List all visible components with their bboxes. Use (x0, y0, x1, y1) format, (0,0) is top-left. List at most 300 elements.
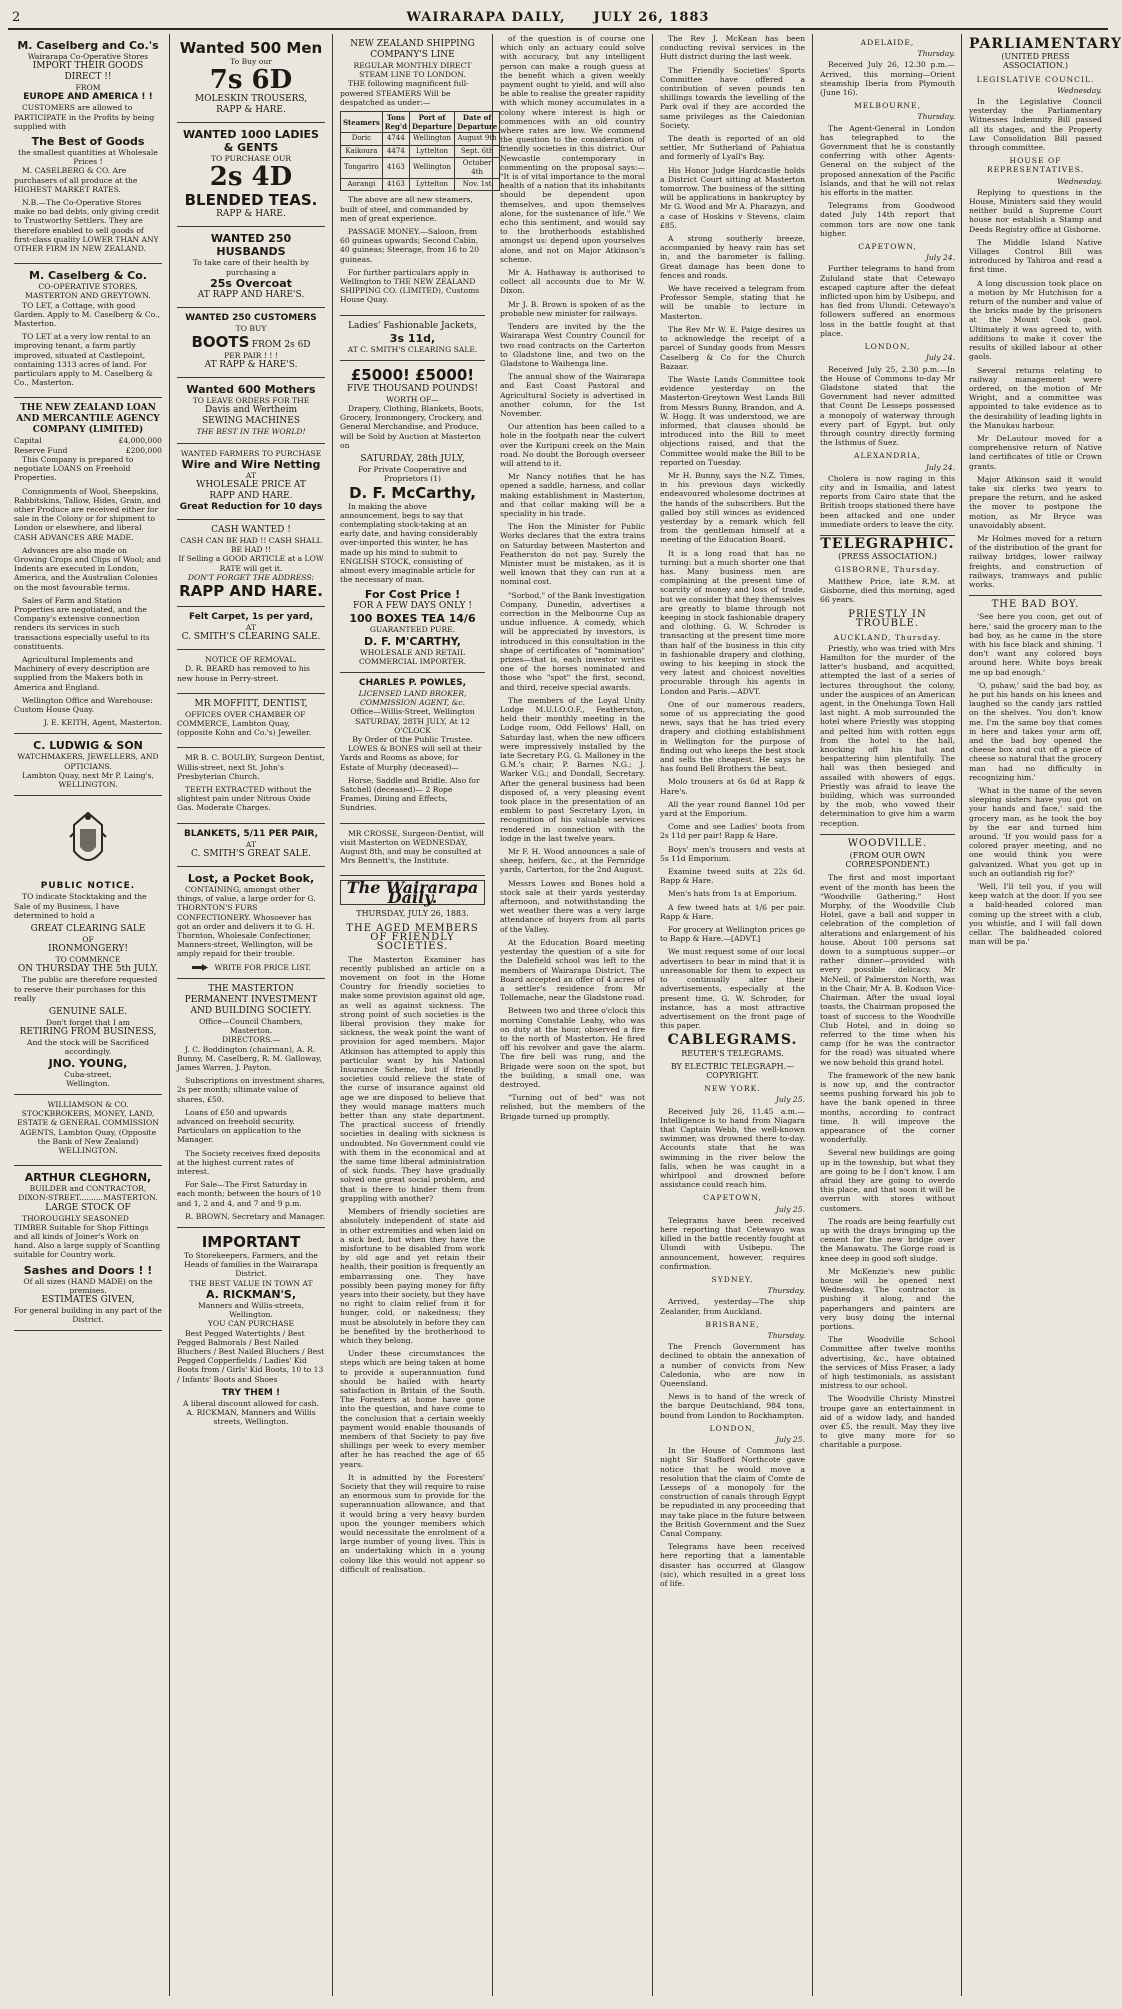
ad-line: Don't forget that I am (45, 1018, 130, 1028)
ad-title: WANTED FARMERS TO PURCHASE (180, 448, 322, 458)
ad-line: CO-OPERATIVE STORES, (38, 282, 138, 292)
newspaper-page (8, 6, 1122, 2002)
cable-item: Further telegrams to hand from Zululand state that Cetewayo escaped capture after the defeat inflicted upon him by Usibepu, and has fled from Ulundi. Cetewayo's followers suffered an enormous loss in the battle fought at that place. (820, 264, 955, 338)
table-cell: 4163 (382, 179, 409, 191)
ad-line: TO BUY (235, 323, 267, 333)
cable-item: Telegrams have been received here reporting that Cetewayo was killed in the battle recently fought at Ulundi with Usibepu. The announcement, however, requires confirmation. (660, 1215, 805, 1271)
ad-line: GREAT CLEARING SALE (30, 924, 146, 934)
column-rule (961, 34, 962, 1996)
article-paragraph: Under these circumstances the steps which are being taken at home to provide a superannuation fund should be hailed with hearty satisfaction in Britain of the South. The Foresters at home have gone into the question, and have come to the conclusion that a certain weekly payment would enable thousands of members of that Society to pay five shillings per week to every member after he has reached the age of 65 years. (340, 1349, 485, 1469)
ad-line: WHOLESALE PRICE AT (196, 480, 306, 491)
rickman-ad (177, 1228, 325, 1432)
ad-title: Lost, a Pocket Book, (187, 871, 315, 885)
ad-line: AT (245, 470, 257, 480)
powles-ad (340, 673, 485, 824)
ad-headline: Wire and Wire Netting (181, 457, 321, 471)
ad-title: WANTED 250 HUSBANDS (210, 232, 292, 259)
ad-title: WANTED 250 CUSTOMERS (185, 312, 317, 323)
ad-line: RAPP & HARE. (216, 105, 286, 116)
table-cell: Sept. 6th (455, 145, 500, 157)
ad-line: AT RAPP & HARE'S. (204, 360, 298, 371)
ad-headline: A. RICKMAN'S, (205, 1287, 297, 1301)
ad-text: Horse, Saddle and Bridle. Also for Satchell (deceased)— 2 Rope Frames, Dining and Effects, Sundries. (340, 775, 480, 813)
column-rule (812, 34, 813, 1996)
dateline-place: CAPETOWN, (858, 242, 917, 252)
article-paragraph: A long discussion took place on a motion by Mr Hutchison for a return of the number and value of the bricks made by the prisoners at the Mount Cook gaol. Ultimately it was agreed to, with additions to make it cover the results of skilled labour at other gaols. (969, 278, 1102, 362)
table-cell: Wellington (409, 157, 454, 178)
news-item: Molo trousers at 6s 6d at Rapp & Hare's. (660, 777, 805, 796)
dateline-date: Thursday. (917, 112, 955, 122)
ad-line: SEWING MACHINES (201, 416, 301, 427)
ad-line: ESTIMATES GIVEN, (41, 1295, 135, 1306)
table-cell: Doric (341, 133, 383, 145)
ad-line: CASH CAN BE HAD !! CASH SHALL BE HAD !! (180, 536, 322, 555)
dateline-place: LONDON, (709, 1423, 756, 1433)
ad-text: WILLIAMSON & CO. STOCKBROKERS, MONEY, LAND, ESTATE & GENERAL COMMISSION AGENTS, Lambton Quay, (Opposite the Bank of New Zealand) WELLINGTON. (17, 1100, 159, 1156)
section-title-cablegrams: CABLEGRAMS. (667, 1032, 798, 1049)
dateline-place: NEW YORK. (704, 1084, 761, 1094)
cable-item: The Agent-General in London has telegraphed to the Government that he is constantly conferring with other Agents-General on the subject of the proposed annexation of the Pacific Islands, and that he will not relax his efforts in the matter. (820, 123, 955, 198)
ad-title: NOTICE OF REMOVAL. (205, 655, 297, 665)
ad-title: THE NEW ZEALAND LOAN AND MERCANTILE AGENCY COMPANY (LIMITED) (16, 403, 160, 436)
news-item: Mr H. Bunny, says the N.Z. Times, in his previous days wickedly endeavoured wholesome doctrines at the hands of the subscribers. But the galled boy still winces as evidenced yesterday by a remark which fell from the gentleman himself at a meeting of the Education Board. (660, 470, 805, 545)
ad-line: THE BEST VALUE IN TOWN AT (189, 1278, 313, 1288)
auction-ad (340, 361, 485, 673)
news-item: His Honor Judge Hardcastle holds a District Court sitting at Masterton tomorrow. The business of the sitting will be applications in bankruptcy by Mr G. Wood and Mr A. Pharazyn, and a case of Hoskins v Stevens, claim £85. (660, 165, 805, 230)
ad-line: RETIRING FROM BUSINESS, (19, 1027, 157, 1038)
ad-title: MR MOFFITT, DENTIST, (194, 698, 308, 709)
column-3 (334, 34, 498, 1996)
news-item: Messrs Lowes and Bones hold a stock sale at their yards yesterday afternoon, and notwithstanding the wet weather there was a very large attendance of buyers from all parts of the Valley. (500, 878, 645, 934)
news-item: The Rev Mr W. E. Paige desires us to acknowledge the receipt of a parcel of Sunday goods from Messrs Caselberg & Co for the Church Bazaar. (660, 324, 805, 371)
section-subtitle: REUTER'S TELEGRAMS. (681, 1048, 784, 1058)
article-paragraph: The framework of the new bank is now up, and the contractor seems pushing forward his job to have the bank opened in three months, according to contract time. It will improve the appearance of the corner wonderfully. (820, 1070, 955, 1145)
ad-headline: The Best of Goods (31, 135, 145, 149)
ad-text: OFFICES OVER CHAMBER OF COMMERCE, Lambton Quay, (opposite Kohn and Co.'s) Jeweller. (177, 709, 312, 738)
ad-text: D. R. BEARD has removed to his new house in Perry-street. (177, 664, 310, 683)
ad-line: PER PAIR ! ! ! (224, 351, 278, 361)
ad-signature: A. RICKMAN, Manners and Willis streets, Wellington. (186, 1407, 316, 1427)
ad-line: Of all sizes (HAND MADE) on the premises. (23, 1276, 153, 1295)
ad-text: The above are all new steamers, built of steel, and commanded by men of great experience. (340, 195, 473, 223)
ad-price: 3s 11d, (389, 331, 436, 345)
news-item: At the Education Board meeting yesterday the question of a site for the Dalefield school was left to the members of Wairarapa District. The Board accepted an offer of 4 acres of a settler's residence from Mr Tollemache, near the Gladstone road. (500, 937, 645, 1003)
ad-text: In making the above announcement, begs to say that contemplating stock-taking at an early date, and having considerably over-imported this winter, he has made up his mind to submit to ENGLISH STOCK, consisting of almost every imaginable article for the necessary of man. (340, 501, 478, 585)
ad-headline: D. F. McCarthy, (349, 483, 476, 502)
cable-item: Telegrams have been received here reporting that a lamentable disaster has occurred at Glasgow (sic), which resulted in a great loss of life. (660, 1542, 805, 1589)
ad-line: FIVE THOUSAND POUNDS! (346, 383, 479, 394)
ad-line: Lambton Quay, next Mr P. Laing's, (22, 770, 154, 780)
section-title-parliamentary: PARLIAMENTARY (969, 36, 1122, 52)
news-item: For grocery at Wellington prices go to Rapp & Hare.—[ADVT.] (660, 925, 805, 944)
ad-title: Wanted 600 Mothers (186, 383, 316, 397)
ad-line: For general building in any part of the District. (14, 1306, 162, 1325)
ad-line: THE BEST IN THE WORLD! (196, 427, 306, 437)
ad-headline: RAPP AND HARE. (179, 582, 323, 601)
ad-title: THE MASTERTON PERMANENT INVESTMENT AND BUILDING SOCIETY. (184, 984, 318, 1017)
dateline-date: Thursday. (767, 1331, 805, 1340)
ad-line: If Selling a GOOD ARTICLE at a LOW RATE will get it. (178, 554, 324, 573)
dateline-place: LONDON, (864, 342, 911, 352)
news-item: Matthew Price, late R.M. at Gisborne, died this morning, aged 66 years. (820, 576, 955, 604)
ad-text: TEETH EXTRACTED without the slightest pain under Nitrous Oxide Gas. Moderate Charges. (177, 785, 312, 813)
column-4 (494, 34, 651, 1996)
ad-title: Ladies' Fashionable Jackets, (348, 320, 477, 331)
ad-line: IRONMONGERY! (48, 944, 128, 955)
ad-text: The Society receives fixed deposits at the highest current rates of interest. (177, 1148, 321, 1177)
ad-line: GUARANTEED PURE. (369, 625, 456, 635)
article-paragraph: 'Well, I'll tell you, if you will keep watch at the door. If you see a bald-headed colored man coming up the street with a club, you whistle, and I will fall down cellar. The baldheaded colored man will be pa.' (969, 882, 1102, 947)
ad-text: Wellington Office and Warehouse: Custom House Quay. (14, 695, 153, 714)
news-item: Come and see Ladies' boots from 2s 11d per pair! Rapp & Hare. (660, 822, 805, 841)
ad-line: Davis and Wertheim (204, 405, 298, 416)
news-item: We must request some of our local advertisers to bear in mind that it is unreasonable for them to expect us to continually alter their advertisements, especially at the present time. G. W. Schroder, for instance, has a most attractive advertisement on the front page of this paper. (660, 947, 805, 1031)
ad-price: FROM 2s 6D (251, 340, 311, 351)
editorial-date: THURSDAY, JULY 26, 1883. (356, 908, 469, 918)
rapp-hare-ad-wire (177, 444, 325, 520)
column-6 (814, 34, 961, 1996)
ad-headline: 100 BOXES TEA 14/6 (349, 612, 476, 626)
ad-line: Wellington. (66, 1078, 110, 1088)
news-item: "Turning out of bed" was not relished, but the members of the Brigade turned up promptly. (500, 1093, 645, 1121)
page-number: 2 (12, 9, 22, 25)
column-5 (654, 34, 811, 1996)
ad-line: TO LEAVE ORDERS FOR THE (192, 396, 310, 406)
cable-item: Telegrams from Goodwood dated July 14th report that common tors are now one tank higher. (820, 201, 955, 238)
ad-text: THOROUGHLY SEASONED TIMBER Suitable for Shop Fittings and all kinds of Joiner's Work on hand. Also a large supply of Scantling suitable for Country work. (14, 1213, 161, 1260)
loan-company-ad (14, 398, 162, 734)
ad-line: OF (82, 935, 94, 944)
news-item: Our attention has been called to a hole in the footpath near the culvert over the Kuripuni creek on the Main road. No doubt the Borough overseer will attend to it. (500, 422, 645, 468)
news-item: The annual show of the Wairarapa and East Coast Pastoral and Agricultural Society is advertised in another column, for the 1st November. (500, 372, 645, 418)
editorial-masthead: The Wairarapa Daily. (340, 880, 485, 904)
dateline-place: GISBORNE, Thursday. (834, 565, 941, 575)
ad-text: Agricultural Implements and Machinery of every description are supplied from the Makers both in America and England. (14, 654, 150, 692)
ad-line: DIRECTORS.— (221, 1035, 281, 1045)
caselberg-stores-ad (14, 264, 162, 398)
ad-line: Great Reduction for 10 days (179, 502, 323, 513)
ad-title: PUBLIC NOTICE. (40, 881, 136, 892)
article-title: THE BAD BOY. (969, 595, 1102, 609)
table-header (341, 112, 500, 133)
ad-signature: R. BROWN, Secretary and Manager. (185, 1211, 325, 1221)
ad-text: This Company is prepared to negotiate LOANS on Freehold Properties. (14, 454, 134, 483)
table-cell: 4744 (382, 133, 409, 145)
ad-text: N.B.—The Co-Operative Stores make no bad debts, only giving credit to Trustworthy Settlers. They are therefore enabled to sell goods of first-class quality LOWER THAN ANY OTHER FIRM IN NEW ZEALAND. (14, 198, 160, 254)
article-paragraph: The Middle Island Native Villages Control Bill was introduced by Tahiroa and read a first time. (969, 237, 1102, 275)
cable-item: The French Government has declined to obtain the annexation of a number of convicts from New Caledonia, who are now in Queensland. (660, 1342, 805, 1389)
ad-line: FROM (75, 83, 101, 93)
article-paragraph: of the question is of course one which only an actuary could solve with accuracy, but any intelligent person can make a rough guess at the benefit which a given weekly payment ought to yield, and will also be able to realise the greater rapidity with which money accumulates in a colony where interest is high or commences with an old country where rates are low. We commend the question to the consideration of friendly societies in this district. Our Newcastle contemporary in commenting on the proposal says:— "It is of vital importance to the moral health of a nation that its inhabitants should be dependent upon themselves, and upon themselves alone, for the sustenance of life." We echo this sentiment, and would say to the brotherhoods established amongst us: depend upon yourselves alone, and not on Major Atkinson's scheme. (500, 34, 645, 264)
ad-line: And the stock will be Sacrificed accordingly. (27, 1038, 149, 1057)
ad-text: THE following magnificent full-powered STEAMERS Will be despatched as under:— (340, 79, 469, 107)
ad-line: YOU CAN PURCHASE (207, 1319, 295, 1329)
ad-line: WATCHMAKERS, JEWELLERS, AND OPTICIANS. (17, 752, 159, 771)
ad-text: Advances are also made on Growing Crops and Clips of Wool; and Indents are executed in London, America, and the Australian Colonies on the most favourable terms. (14, 545, 161, 592)
table-cell: Aorangi (341, 179, 383, 191)
table-cell: Lyttelton (409, 145, 454, 157)
ad-line: GENUINE SALE. (48, 1007, 128, 1018)
ad-title: Wanted 500 Men (179, 39, 323, 57)
ad-line: WORTH OF— (386, 394, 439, 404)
article-paragraph: Several returns relating to railway management were ordered, on the motion of Mr Wright, and a committee was appointed to take evidence as to the desirability of leading lights in the Manukau harbour. (969, 365, 1102, 430)
article-title: PRIESTLY IN TROUBLE. (848, 609, 927, 630)
news-item: Mr Nancy notifies that he has opened a saddle, harness, and collar making establishment in Masterton, and that collar making will be a speciality in his trade. (500, 472, 645, 518)
dateline-place: AUCKLAND, Thursday. (833, 632, 942, 642)
ad-text: MR CROSSE, Surgeon-Dentist, will visit Masterton on WEDNESDAY, August 8th, and may be consulted at Mrs Bennett's, the Institute. (340, 828, 484, 866)
ad-line: AT (245, 839, 257, 849)
ad-title: C. LUDWIG & SON (33, 739, 143, 753)
ad-title: M. Caselberg and Co.'s (17, 39, 159, 52)
article-title: WOODVILLE. (820, 834, 955, 848)
table-cell: Kaikoura (341, 145, 383, 157)
news-item: It is a long road that has no turning: but a much shorter one that has. Many business men are complaining at the present time of scarcity of money and loss of trade, but we consider that they themselves are greatly to blame through not keeping in stock fashionable drapery and clothing. G. W. Schroder is transacting at the present time more than half of the business in this city in fashionable drapery and clothing, owing to his keeping in stock the very latest and choicest novelties procurable through his agents in London and Paris.—ADVT. (660, 548, 805, 696)
table-cell: Tongariro (341, 157, 383, 178)
moffitt-ad (177, 694, 325, 749)
article-paragraph: The Woodville School Committee after twelve months advertising, &c., have obtained the services of Miss Fraser, a lady of high testimonials, as assistant mistress to our school. (820, 1335, 955, 1391)
ad-line: MOLESKIN TROUSERS, (194, 94, 308, 105)
news-item: The Rev J. McKean has been conducting revival services in the Hutt district during the last week. (660, 34, 805, 62)
dateline-date: Wednesday. (1057, 176, 1102, 186)
ad-line: TO COMMENCE (55, 955, 121, 965)
ad-line: ON THURSDAY THE 5th JULY. (17, 964, 159, 975)
ad-title: CASH WANTED ! (211, 525, 291, 536)
rapp-hare-ad-overcoat (177, 227, 325, 307)
ad-price: 7s 6D (209, 65, 293, 96)
paper-name: WAIRARAPA DAILY, (406, 9, 566, 25)
article-paragraph: Major Atkinson said it would take six clerks two years to prepare the return, and he asked the mover to postpone the motion, as Mr Bryce was unavoidably absent. (969, 474, 1102, 530)
news-item: Men's hats from 1s at Emporium. (668, 889, 797, 899)
column-2 (171, 34, 331, 1996)
column-rule (652, 34, 653, 1996)
news-item: One of our numerous readers, some of us appreciating the good news, says that he has tried every drapery and clothing establishment in Wellington for the purpose of finding out who keeps the best stock and sells the cheapest. He says he has found Bell Brothers the best. (660, 699, 805, 774)
dateline-place: ALEXANDRIA, (853, 451, 922, 461)
crosse-ad (340, 824, 485, 877)
section-title-telegraphic: TELEGRAPHIC. (820, 535, 955, 552)
article-paragraph: It is admitted by the Foresters' Society that they will require to raise an enormous sum to provide for the superannuation allowance, and that it would bring a very heavy burden upon the younger members which would necessitate the enrolment of a large number of young lives. This is an undertaking which in a young colony like this would not appear so difficult of realisation. (340, 1472, 485, 1574)
shipping-ad (340, 34, 498, 316)
ad-line: AT RAPP AND HARE'S. (197, 289, 305, 300)
article-paragraph: The first and most important event of the month has been the "Woodville Gathering." Host Murphy, of the Woodville Club Hotel, gave a ball and supper in celebration of the completion of alterations and enlargement of his house. About 100 persons sat down to a sumptuous supper—or rather dinner—provided with every possible delicacy. Mr McNeil, of Palmerston North, was in the Chair, Mr A. B. Kodson Vice-Chairman. After the usual loyal toasts, the Chairman proposed the toast of success to the Woodville Club Hotel, and in doing so referred to the time when his camp (for he was the contractor for the road) was situated where we now behold this grand hotel. (820, 873, 955, 1067)
ad-line: AT C. SMITH'S CLEARING SALE. (347, 344, 478, 354)
news-item: Boys' men's trousers and vests at 5s 11d Emporium. (660, 844, 805, 863)
dateline-date: July 24. (925, 253, 955, 263)
ad-line: Office—Council Chambers, Masterton. (199, 1017, 303, 1036)
article-paragraph: Several new buildings are going up in the township, but what they are going to be I don't know. I am afraid they are going to overdo this place, and that soon it will be overrun with stores without customers. (820, 1148, 955, 1213)
news-item: "Sorbod," of the Bank Investigation Company, Dunedin, advertises a correction in the Melbourne Cup as undue influence. A comedy, which will be appreciated by investors, is introduced in this consultation in the shape of certificates of "nomination" prizes—that is, each investor writes one of the horses nominated and those who "spot" the first, second, and third, receive special awards. (500, 590, 645, 692)
dateline-place: BRISBANE, (705, 1319, 760, 1329)
subsection-title: HOUSE OF REPRESENTATIVES. (986, 156, 1085, 175)
ad-headline: Sashes and Doors ! ! (23, 1263, 153, 1277)
table-row (341, 157, 500, 178)
ad-line: AT (245, 623, 257, 633)
caselberg-ad (14, 34, 162, 264)
rapp-hare-ad-teas (177, 123, 325, 227)
news-item: The members of the Loyal Unity Lodge M.U.I.O.O.F., Featherston, held their monthly meeting in the Lodge room, Odd Fellows' Hall, on Saturday last, when the new officers were impressively installed by the late Secretary P.G. G. Malloney in the G.M.'s chair, P. Barnes N.G.; J. Warker V.G.; and Dondall, Secretary. After the general business had been disposed of, a very pleasing event took place in the presentation of an emblem to past Secretary Lyon, in recognition of his valuable services rendered in connection with the lodge in the last twelve years. (500, 695, 645, 843)
ad-text: TO LET, a Cottage, with good Garden. Apply to M. Caselberg & Co., Masterton. (14, 300, 160, 329)
ad-line: For Private Cooperative and Proprietors (1) (358, 465, 467, 484)
ad-line: By Order of the Public Trustee. (352, 734, 473, 744)
dateline-date: July 24. (925, 462, 955, 472)
cable-item: News is to hand of the wreck of the barque Deutschland, 984 tons, bound from London to Rockhampton. (660, 1392, 805, 1420)
ad-text: M. CASELBERG & CO. Are purchasers of all produce at the HIGHEST MARKET RATES. (14, 166, 138, 194)
section-subtitle: (FROM OUR OWN CORRESPONDENT.) (845, 851, 930, 870)
section-subtitle: (UNITED PRESS ASSOCIATION.) (1001, 52, 1070, 71)
ad-line: C. SMITH'S CLEARING SALE. (181, 632, 321, 643)
table-header-cell: Date of Departure (455, 112, 500, 133)
ad-title: NEW ZEALAND SHIPPING COMPANY'S LINE (350, 39, 475, 60)
ad-text: PASSAGE MONEY.—Saloon, from 60 guineas upwards; Second Cabin, 40 guineas; Steerage, from 16 to 20 guineas. (340, 227, 480, 264)
ad-text: The public are therefore requested to reserve their purchases for this really (14, 975, 158, 1003)
ad-text: For Sale—The First Saturday in each month; between the hours of 10 and 1, 2 and 4, and 7 and 9 p.m. (177, 1180, 321, 1208)
ad-line: RAPP AND HARE. (209, 491, 293, 502)
lost-pocketbook-ad (177, 867, 325, 979)
ad-text: Loans of £50 and upwards advanced on freehold security. Particulars on application to the Manager. (177, 1107, 302, 1145)
ad-text: Sales of Farm and Station Properties are negotiated, and the Company's extensive connection renders its services in such transactions especially useful to its constituents. (14, 595, 150, 651)
jackets-ad (340, 316, 485, 361)
ad-text: CUSTOMERS are allowed to PARTICIPATE in the Profits by being supplied with (14, 103, 155, 131)
news-item: We have received a telegram from Professor Semple, stating that he will be unable to lecture in Masterton. (660, 284, 805, 321)
ad-line: LARGE STOCK OF (45, 1202, 131, 1213)
column-rule (332, 34, 333, 1996)
dateline-place: SYDNEY, (711, 1274, 754, 1284)
dateline-date: July 25. (775, 1204, 805, 1214)
rapp-hare-ad-boots (177, 308, 325, 378)
ad-text: Subscriptions on investment shares, 2s per month; ultimate value of shares, £50. (177, 1076, 326, 1104)
news-item: A strong southerly breeze, accompanied by heavy rain has set in, and the barometer is falling. Great damage has been done to fences and roads. (660, 234, 805, 280)
capital-label: Capital (14, 436, 42, 446)
ad-text: J. C. Boddington (chairman), A. R. Bunny, M. Caselberg, R. M. Galloway, James Warren, J. Payton. (177, 1044, 322, 1073)
ad-line: SATURDAY, 28TH JULY, At 12 O'CLOCK (355, 716, 470, 735)
ad-line: WRITE FOR PRICE LIST. (214, 962, 311, 972)
dateline-date: July 25. (775, 1095, 805, 1105)
ad-signature: J. E. KEITH, Agent, Masterton. (43, 718, 162, 728)
subsection-title: LEGISLATIVE COUNCIL. (976, 74, 1095, 84)
dateline-place: ADELAIDE, (860, 38, 915, 47)
smith-carpet-ad (177, 607, 325, 650)
news-item: The Waste Lands Committee took evidence yesterday on the Masterton-Greytown West Lands Bill from Messrs Bunny, Brandon, and A. W. Hogg. It was understood, we are informed, that clauses should be introduced into the Bill to meet objections raised, and that the Committee would make the Bill to be reported on Tuesday. (660, 374, 805, 467)
article-paragraph: Mr Holmes moved for a return of the distribution of the grant for railway bridges, lower railway freights, and construction of railways, tramways and public works. (969, 533, 1102, 589)
news-item: The Hon the Minister for Public Works declares that the extra trains on Saturday between Masterton and Featherston do not pay. Surely the Minister must be mistaken, as it is well known that they can run at a nominal cost. (500, 522, 645, 587)
smith-blankets-ad (177, 824, 325, 867)
news-item: Between two and three o'clock this morning Constable Leahy, who was on duty at the hour, observed a fire to the north of Masterton. He fired off his revolver and gave the alarm. The fire bell was rung, and the Brigade were soon on the spot, but the building, a small one, was destroyed. (500, 1006, 645, 1089)
news-item: The Friendly Societies' Sports Committee have offered a contribution of seven pounds ten shillings towards the levelling of the Park oval if they are accorded the same privileges as the Caledonian Society. (660, 65, 805, 130)
ad-line: To Buy our (230, 57, 272, 66)
ad-price: 2s 4D (209, 162, 293, 193)
column-7 (963, 34, 1122, 1996)
dateline-date: Thursday. (917, 49, 955, 59)
ad-line: WHOLESALE AND RETAIL COMMERCIAL IMPORTER. (358, 647, 467, 666)
ad-line: LICENSED LAND BROKER, COMMISSION AGENT, &c. (358, 688, 467, 708)
ad-line: DON'T FORGET THE ADDRESS: (187, 572, 315, 582)
news-item: Mr F. H. Wood announces a sale of sheep, heifers, &c., at the Fernridge yards, Carterton, for the 2nd August. (500, 847, 645, 875)
section-subtitle: BY ELECTRIC TELEGRAPH.—COPYRIGHT. (670, 1061, 795, 1080)
ad-subtitle: Wairarapa Co-Operative Stores (27, 52, 149, 61)
williamson-ad (14, 1095, 162, 1166)
reserve-label: Reserve Fund (14, 445, 68, 455)
article-paragraph: 'O, pshaw,' said the bad boy, as he put his hands on his knees and laughed so the candy jars rattled on the shelves. 'You don't know me. I'm the same boy that comes in here and takes your arm off, and the bad boy opened the cheese box and cut off a piece of cheese so natural that the grocery man had no difficulty in recognizing him.' (969, 680, 1102, 782)
ad-line: EUROPE AND AMERICA ! ! (23, 92, 153, 103)
editorial-title: THE AGED MEMBERS OF FRIENDLY SOCIETIES. (346, 923, 479, 953)
ad-text: Drapery, Clothing, Blankets, Boots, Grocery, Ironmongery, Crockery, and General Merchandise, and Produce, will be Sold by Auction at Masterton on (340, 404, 484, 450)
ad-line: To Storekeepers, Farmers, and the Heads of families in the Wairarapa District. (184, 1251, 318, 1279)
ad-line: MASTERTON AND GREYTOWN. (25, 291, 151, 301)
news-item: The death is reported of an old settler, Mr Sutherland of Pahiatua and formerly of Lyall's Bay. (660, 134, 805, 162)
article-paragraph: Priestly, who was tried with Mrs Hamilton for the murder of the latter's husband, and acquitted, attempted the last of a series of lectures throughout the colony, under the auspices of an American agent, in the Onehunga Town Hall last night. A mob surrounded the hotel where Priestly was stopping and pelted him with rotten eggs from the hotel to the hall, knocking off his hat and bespattering him plentifully. The hall was then besieged and assailed with showers of eggs. Priestly was afraid to leave the building, which was surrounded by the mob, who vowed their determination to give him a warm reception. (820, 643, 955, 828)
article-paragraph: In the Legislative Council yesterday the Parliamentary Witnesses Indemnity Bill passed all its stages, and the Property Law Consolidation Bill passed through committee. (969, 97, 1102, 153)
column-rule (492, 34, 493, 1996)
cleghorn-ad (14, 1166, 162, 1331)
table-cell: October 4th (455, 157, 500, 178)
dateline-date: July 24. (925, 353, 955, 363)
ad-line: FOR A FEW DAYS ONLY ! (353, 601, 472, 612)
cable-item: Received July 26, 11.45 a.m.—Intelligence is to hand from Niagara that Captain Webb, the well-known swimmer, was drowned there to-day. Accounts state that he was swimming in the river below the falls, when he was caught in a whirlpool and drowned before assistance could reach him. (660, 1106, 805, 1190)
ad-headline: BLENDED TEAS. (184, 191, 318, 210)
article-paragraph: The roads are being fearfully cut up with the drays bringing up the cement for the new bridge over the Manawatu. The Gorge road is knee deep in good soft sludge. (820, 1216, 955, 1263)
table-cell: 4474 (382, 145, 409, 157)
rapp-hare-ad-machines (177, 378, 325, 443)
rapp-hare-ad-men (177, 34, 325, 123)
capital-value: £4,000,000 (118, 436, 162, 446)
article-paragraph: 'See here you coon, get out of here,' said the grocery man to the bad boy, as he came in the store with his face black and shining. 'I don't want any colored boys around here. White boys break me up bad enough.' (969, 612, 1102, 677)
ad-text: For further particulars apply in Wellington to THE NEW ZEALAND SHIPPING CO. (LIMITED), Customs House Quay. (340, 267, 480, 305)
ad-line: Cuba-street, (64, 1069, 112, 1079)
public-notice-ad (14, 796, 162, 1095)
table-header-cell: Port of Departure (409, 112, 454, 133)
ad-text: TO LET at a very low rental to an improving tenant, a farm partly improved, situated at Castlepoint, containing 1313 acres of land. For particulars apply to M. Caselberg & Co., Masterton. (14, 332, 153, 388)
royal-crest-icon (64, 807, 112, 873)
issue-date: JULY 26, 1883 (593, 9, 710, 25)
ad-text: MR B. C. BOULBY, Surgeon Dentist, Willis-street, next St. John's Presbyterian Church. (177, 753, 325, 781)
table-row (341, 145, 500, 157)
sailings-table (340, 111, 500, 191)
ad-line: C. SMITH'S GREAT SALE. (190, 848, 312, 859)
ad-title: BLANKETS, 5/11 PER PAIR, (183, 828, 318, 839)
news-item: Examine tweed suits at 22s 6d. Rapp & Hare. (660, 867, 805, 886)
cable-item: Received July 25, 2.30 p.m.—In the House of Commons to-day Mr Gladstone stated that the Government had never admitted that Count De Lesseps possessed a monopoly of waterway through every part of Egypt, but only through country directly forming the Isthmus of Suez. (820, 364, 955, 448)
ad-headline: BOOTS (191, 333, 250, 352)
cable-item: In the House of Commons last night Sir Stafford Northcote gave notice that he would move a resolution that the claim of Comte de Lesseps of a monopoly for the construction of canals through Egypt be repudiated in any proceeding that may take place in the future between the British Government and the Suez Canal Company. (660, 1446, 805, 1539)
news-item: Tenders are invited by the the Wairarapa West Country Council for two road contracts on the Carterton to Gladstone line, and two on the Gladstone to Waihenga line. (500, 322, 645, 368)
removal-ad (177, 650, 325, 694)
news-item: A few tweed hats at 1/6 per pair. Rapp & Hare. (660, 902, 805, 921)
building-society-ad (177, 979, 325, 1228)
table-cell: 4163 (382, 157, 409, 178)
rapp-hare-ad-cash (177, 520, 325, 607)
cable-item: Received July 26, 12.30 p.m.—Arrived, this morning—Orient steamship Iberia from Plymouth (June 16). (820, 60, 955, 98)
ad-line: REGULAR MONTHLY DIRECT STEAM LINE TO LONDON. (353, 61, 472, 80)
table-row (341, 179, 500, 191)
ad-line: To take care of their health by purchasing a (192, 258, 310, 277)
cable-item: Cholera is now raging in this city and in Ismailia, and latest reports from Cairo state that the British troops stationed there have been attacked and one under immediate orders to leave the city. (820, 473, 955, 529)
ad-line: the smallest quantities at Wholesale Prices ! (18, 148, 158, 167)
table-cell: August 9th (455, 133, 500, 145)
ad-text: Consignments of Wool, Sheepskins, Rabbitskins, Tallow, Hides, Grain, and other Produce are received either for sale in the Colony or for shipment to London or elsewhere, and liberal CASH ADVANCES ARE MADE. (14, 486, 161, 542)
running-head (8, 6, 1108, 30)
cable-item: Arrived, yesterday—The ship Zealander, from Auckland. (660, 1297, 805, 1316)
article-paragraph: Mr DeLautour moved for a comprehensive return of Native land certificates of title or Crown grants. (969, 433, 1102, 471)
table-cell: Wellington (409, 133, 454, 145)
ad-line: IMPORT THEIR GOODS DIRECT !! (32, 61, 144, 83)
table-header-cell: Steamers (341, 112, 383, 133)
ad-line: DIXON-STREET..........MASTERTON. (18, 1193, 158, 1203)
ad-headline: 25s Overcoat (210, 276, 292, 290)
reserve-value: £200,000 (125, 445, 162, 455)
ad-line: WELLINGTON. (58, 779, 118, 789)
pointing-hand-icon (191, 963, 209, 972)
ad-text: TO indicate Stocktaking and the Sale of my Business, I have determined to hold a (14, 892, 147, 920)
ad-title: IMPORTANT (201, 1233, 301, 1252)
